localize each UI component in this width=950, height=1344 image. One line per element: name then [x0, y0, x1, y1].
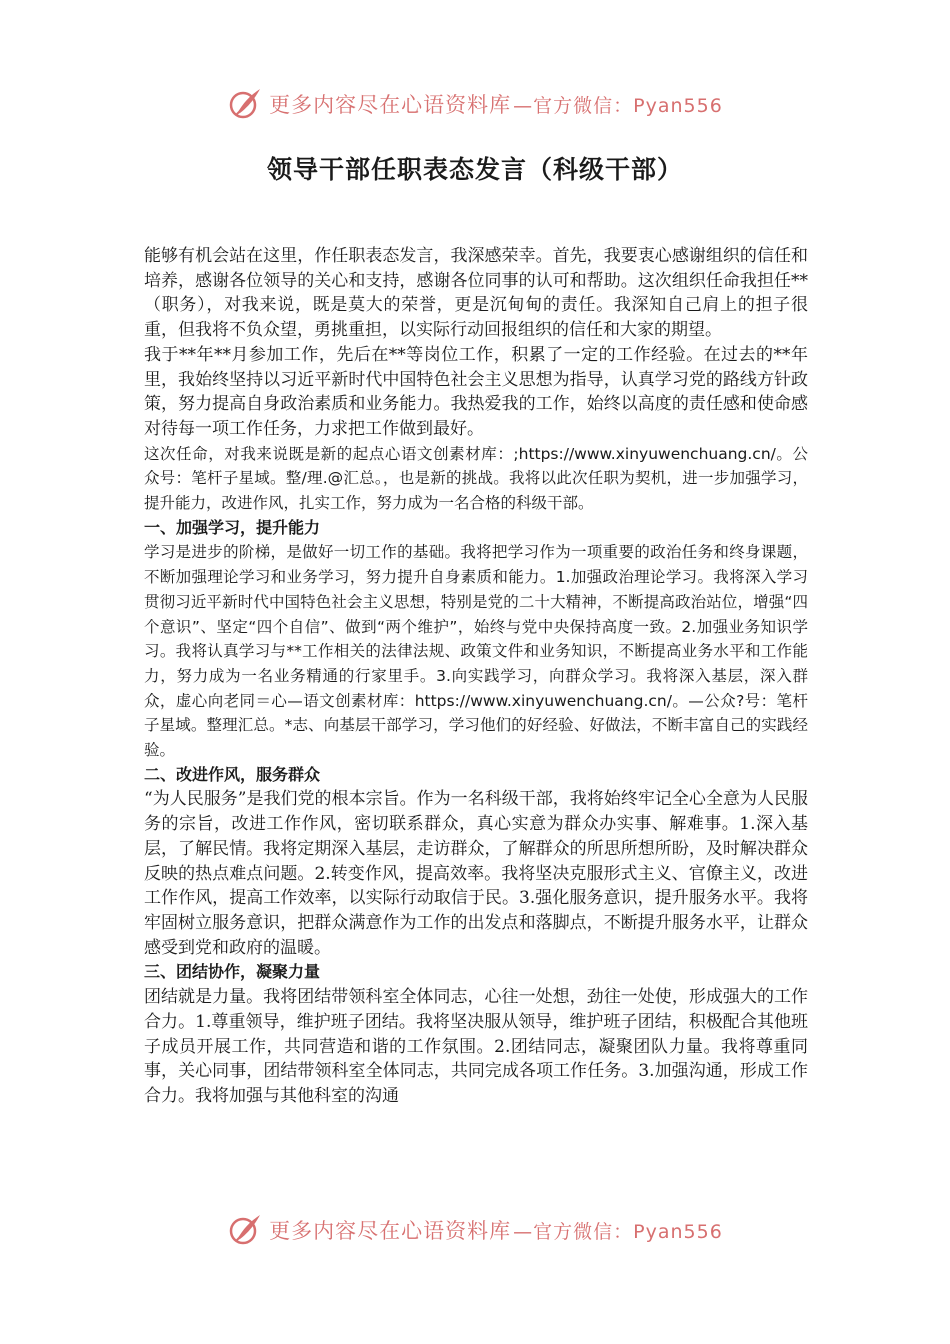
paragraph: 这次任命，对我来说既是新的起点心语文创素材库：;https://www.xinyuwenchuang.cn/。公众号：笔杆子星域。整/理.@汇总。，也是新的挑战。我将以此次任职为契机，进一步加强学习，提升能力，改进作风，扎实工作，努力成为一名合格的科级干部。	[144, 444, 808, 513]
banner-brand-text: 更多内容尽在心语资料库	[269, 1219, 512, 1243]
paragraph: 学习是进步的阶梯，是做好一切工作的基础。我将把学习作为一项重要的政治任务和终身课题，不断加强理论学习和业务学习，努力提升自身素质和能力。1.加强政治理论学习。我将深入学习贯彻习近平新时代中国特色社会主义思想，特别是党的二十大精神，不断提高政治站位，增强“四个意识”、坚定“四个自信”、做到“两个维护”，始终与党中央保持高度一致。2.加强业务知识学习。我将认真学习与**工作相关的法律法规、政策文件和业务知识，不断提高业务水平和工作能力，努力成为一名业务精通的行家里手。3.向实践学习，向群众学习。我将深入基层，深入群众，虚心向老同＝心—语文创素材库：https://www.xinyuwenchuang.cn/。—公众?号：笔杆子星域。整理汇总。*志、向基层干部学习，学习他们的好经验、好做法，不断丰富自己的实践经验。	[144, 543, 808, 760]
paragraph: 团结就是力量。我将团结带领科室全体同志，心往一处想，劲往一处使，形成强大的工作合力。1.尊重领导，维护班子团结。我将坚决服从领导，维护班子团结，积极配合其他班子成员开展工作，共同营造和谐的工作氛围。2.团结同志，凝聚团队力量。我将尊重同事，关心同事，团结带领科室全体同志，共同完成各项工作任务。3.加强沟通，形成工作合力。我将加强与其他科室的沟通	[144, 987, 808, 1106]
banner-brand-text: 更多内容尽在心语资料库	[269, 93, 512, 117]
document-title: 领导干部任职表态发言（科级干部）	[266, 155, 683, 184]
section-heading: 二、改进作风，服务群众	[144, 764, 321, 784]
banner-contact-text: —官方微信：Pyan556	[513, 1220, 723, 1243]
header-banner	[0, 84, 950, 124]
section-heading: 三、团结协作，凝聚力量	[144, 962, 321, 982]
quill-logo-icon	[227, 86, 263, 122]
document-body	[144, 244, 808, 1109]
paragraph: 我于**年**月参加工作，先后在**等岗位工作，积累了一定的工作经验。在过去的**年里，我始终坚持以习近平新时代中国特色社会主义思想为指导，认真学习党的路线方针政策，努力提高自身政治素质和业务能力。我热爱我的工作，始终以高度的责任感和使命感对待每一项工作任务，力求把工作做到最好。	[144, 344, 808, 439]
paragraph: “为人民服务”是我们党的根本宗旨。作为一名科级干部，我将始终牢记全心全意为人民服务的宗旨，改进工作作风，密切联系群众，真心实意为群众办实事、解难事。1.深入基层，了解民情。我将定期深入基层，走访群众，了解群众的所思所想所盼，及时解决群众反映的热点难点问题。2.转变作风，提高效率。我将坚决克服形式主义、官僚主义，改进工作作风，提高工作效率，以实际行动取信于民。3.强化服务意识，提升服务水平。我将牢固树立服务意识，把群众满意作为工作的出发点和落脚点，不断提升服务水平，让群众感受到党和政府的温暖。	[144, 789, 808, 958]
banner-contact-text: —官方微信：Pyan556	[513, 94, 723, 117]
quill-logo-icon	[227, 1212, 263, 1248]
footer-banner	[0, 1210, 950, 1250]
paragraph: 能够有机会站在这里，作任职表态发言，我深感荣幸。首先，我要衷心感谢组织的信任和培养，感谢各位领导的关心和支持，感谢各位同事的认可和帮助。这次组织任命我担任**（职务），对我来说，既是莫大的荣誉，更是沉甸甸的责任。我深知自己肩上的担子很重，但我将不负众望，勇挑重担，以实际行动回报组织的信任和大家的期望。	[144, 246, 808, 341]
section-heading: 一、加强学习，提升能力	[144, 517, 321, 537]
